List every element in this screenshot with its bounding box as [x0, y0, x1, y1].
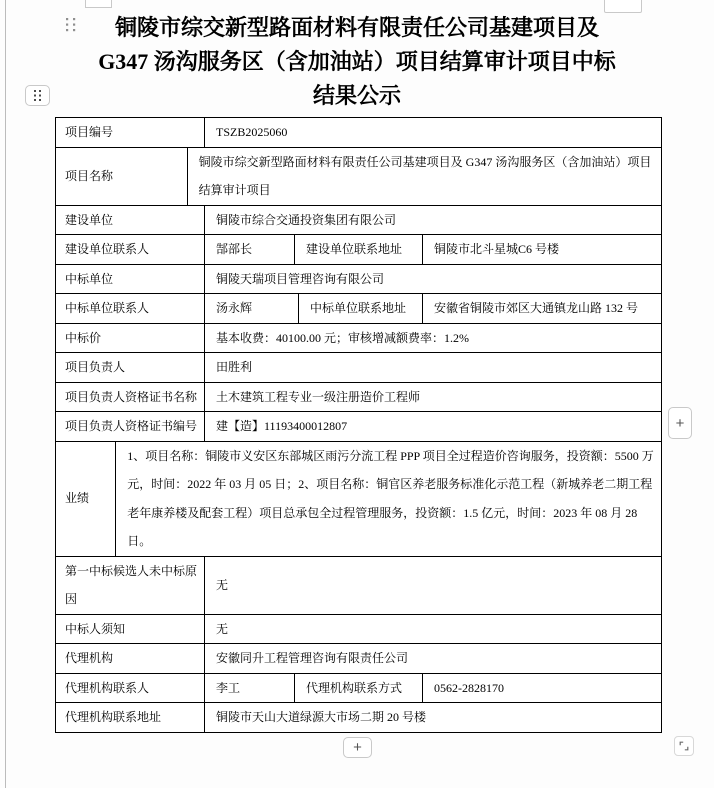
table-cell-value[interactable]: 田胜利 [204, 353, 661, 382]
title-line-3[interactable]: 结果公示 [312, 83, 401, 108]
title-line-2[interactable]: G347 汤沟服务区（含加油站）项目结算审计项目中标 [98, 49, 616, 74]
title-line-1[interactable]: 铜陵市综交新型路面材料有限责任公司基建项目及 [114, 15, 599, 40]
table-row [56, 147, 661, 205]
table-cell-label[interactable]: 中标价 [65, 330, 102, 345]
plus-icon: + [675, 414, 685, 432]
table-cell-label[interactable]: 业绩 [65, 491, 90, 506]
table-cell-label[interactable]: 项目负责人 [65, 360, 126, 374]
table-cell-value[interactable]: 李工 [204, 674, 294, 703]
page-left-border [5, 0, 6, 788]
table-cell-label[interactable]: 代理机构 [65, 651, 114, 665]
table-row [56, 673, 661, 703]
table-cell-value[interactable]: 铜陵市天山大道绿源大市场二期 20 号楼 [204, 703, 661, 732]
table-row [56, 293, 661, 323]
table-cell-value[interactable]: 土木建筑工程专业一级注册造价工程师 [204, 383, 661, 412]
table-cell-label[interactable]: 建设单位联系人 [65, 242, 150, 256]
table-cell-value[interactable]: 中标单位联系地址 [298, 294, 422, 323]
table-cell-value[interactable]: 铜陵天瑞项目管理咨询有限公司 [204, 265, 661, 294]
cropped-toolbar-button[interactable] [85, 0, 112, 8]
table-cell-value[interactable]: 无 [204, 557, 661, 614]
table-cell-label[interactable]: 中标人须知 [65, 621, 126, 636]
table-cell-value[interactable]: 铜陵市北斗星城C6 号楼 [422, 235, 661, 264]
table-cell-value[interactable]: 代理机构联系方式 [294, 674, 422, 703]
add-row-button[interactable] [343, 737, 372, 758]
table-row [56, 264, 661, 294]
table-cell-value[interactable]: 铜陵市综交新型路面材料有限责任公司基建项目及 G347 汤沟服务区（含加油站）项目结算审计项目 [187, 148, 661, 205]
table-row [56, 702, 661, 732]
table-cell-label[interactable]: 第一中标候选人未中标原因 [65, 563, 198, 606]
table-row [56, 118, 661, 147]
table-cell-value[interactable]: 郜部长 [204, 235, 294, 264]
table-row [56, 352, 661, 382]
plus-icon: + [353, 739, 362, 756]
add-column-button[interactable] [668, 407, 692, 439]
table-row [56, 205, 661, 235]
table-cell-value[interactable]: 铜陵市综合交通投资集团有限公司 [204, 206, 661, 235]
table-cell-value[interactable]: 安徽同升工程管理咨询有限责任公司 [204, 644, 661, 673]
table-cell-value[interactable]: 建【造】11193400012807 [204, 412, 661, 441]
table-row [56, 323, 661, 353]
table-row [56, 411, 661, 441]
table-cell-label[interactable]: 代理机构联系地址 [65, 710, 162, 724]
table-cell-value[interactable]: 安徽省铜陵市郊区大通镇龙山路 132 号 [422, 294, 661, 323]
fullscreen-button[interactable] [674, 736, 694, 756]
expand-corners-icon [677, 739, 691, 753]
table-cell-label[interactable]: 代理机构联系人 [65, 680, 150, 695]
table-cell-value[interactable]: TSZB2025060 [204, 118, 661, 147]
table-row [56, 643, 661, 673]
table-row [56, 614, 661, 644]
table-row [56, 556, 661, 614]
table-cell-label[interactable]: 建设单位 [65, 212, 114, 227]
table-cell-label[interactable]: 项目负责人资格证书名称 [65, 389, 198, 404]
table-cell-label[interactable]: 中标单位 [65, 271, 114, 286]
table-cell-value[interactable]: 汤永辉 [204, 294, 298, 323]
table-cell-value[interactable]: 建设单位联系地址 [294, 235, 422, 264]
table-cell-value[interactable]: 无 [204, 615, 661, 644]
table-cell-value[interactable]: 基本收费：40100.00 元；审核增减额费率：1.2% [204, 324, 661, 353]
document-title[interactable] [6, 11, 708, 113]
results-table [55, 117, 662, 733]
table-row [56, 234, 661, 264]
table-cell-label[interactable]: 项目负责人资格证书编号 [65, 419, 198, 433]
table-cell-value[interactable]: 0562-2828170 [422, 674, 661, 703]
table-cell-label[interactable]: 项目名称 [65, 168, 114, 183]
table-cell-label[interactable]: 项目编号 [65, 125, 114, 139]
table-cell-value[interactable]: 1、项目名称：铜陵市义安区东部城区雨污分流工程 PPP 项目全过程造价咨询服务，投资额：5500 万元，时间：2022 年 03 月 05 日；2、项目名称：铜官区养老服务标准化示范工程（新城养老二期工程老年康养楼及配套工程）项目总承包全过程管理服务，投资额：1.5 亿元，时间：2023 年 08 月 28 日。 [115, 442, 661, 556]
table-row [56, 382, 661, 412]
table-cell-label[interactable]: 中标单位联系人 [65, 301, 150, 315]
table-row [56, 441, 661, 556]
